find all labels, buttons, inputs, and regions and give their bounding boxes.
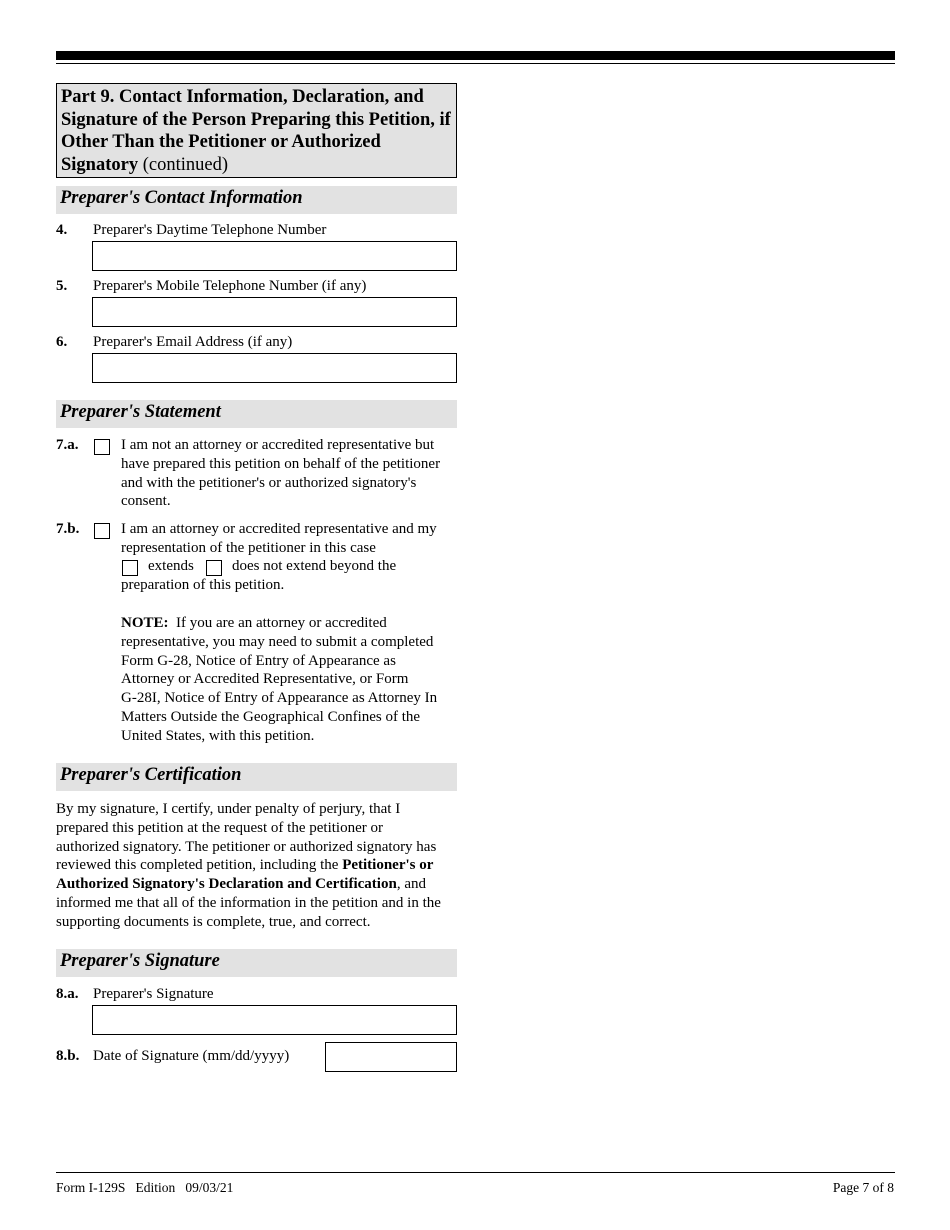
certification-line: prepared this petition at the request of the petitioner or [56, 819, 383, 836]
certification-text [56, 800, 466, 932]
part-title [61, 86, 453, 176]
item-7a-line: consent. [121, 493, 171, 510]
certification-bold: Petitioner's or [342, 857, 434, 874]
section-contact-title: Preparer's Contact Information [60, 188, 303, 208]
extends-checkbox[interactable] [122, 560, 138, 576]
note-line: Matters Outside the Geographical Confines of the [121, 708, 421, 725]
section-certification-header [56, 763, 457, 791]
item-8a-number: 8.a. [56, 986, 79, 1002]
note-block [121, 614, 461, 746]
item-5-label: Preparer's Mobile Telephone Number (if any) [93, 278, 367, 294]
signature-field[interactable] [92, 1005, 457, 1035]
section-signature-header [56, 949, 457, 977]
item-7a-line: have prepared this petition on behalf of the petitioner [121, 455, 441, 472]
item-6-label: Preparer's Email Address (if any) [93, 334, 293, 350]
certification-line: informed me that all of the information in the petition and in the [56, 894, 441, 911]
section-certification-title: Preparer's Certification [60, 765, 242, 785]
top-rule-thick [56, 51, 895, 60]
item-5-number: 5. [56, 278, 68, 294]
note-line: Attorney or Accredited Representative, or Form [121, 671, 409, 688]
item-8b-number: 8.b. [56, 1048, 80, 1064]
certification-line: By my signature, I certify, under penalty of perjury, that I [56, 801, 401, 817]
item-8b-label: Date of Signature (mm/dd/yyyy) [93, 1048, 290, 1064]
note-line: Form G-28, Notice of Entry of Appearance as [121, 652, 396, 669]
section-signature-title: Preparer's Signature [60, 951, 220, 971]
section-statement-title: Preparer's Statement [60, 402, 221, 422]
item-7a-number: 7.a. [56, 437, 79, 453]
certification-line: reviewed this completed petition, including the [56, 857, 343, 874]
certification-line: authorized signatory. The petitioner or authorized signatory has [56, 838, 437, 855]
certification-line: supporting documents is complete, true, and correct. [56, 913, 371, 930]
item-7b-line: I am an attorney or accredited representative and my [121, 521, 437, 537]
note-line: G-28I, Notice of Entry of Appearance as Attorney In [121, 690, 438, 707]
section-contact-header [56, 186, 457, 214]
item-7a-text [121, 436, 461, 511]
item-7a-line: I am not an attorney or accredited representative but [121, 437, 435, 453]
item-7b-line-end: preparation of this petition. [121, 577, 285, 594]
note-line: representative, you may need to submit a completed [121, 633, 434, 650]
item-4-label: Preparer's Daytime Telephone Number [93, 222, 327, 238]
daytime-phone-field[interactable] [92, 241, 457, 271]
note-line: United States, with this petition. [121, 727, 315, 744]
top-rule-thin [56, 63, 895, 64]
item-7b-line: representation of the petitioner in this case [121, 539, 376, 556]
footer-page-number: Page 7 of 8 [832, 1180, 894, 1195]
note-line: If you are an attorney or accredited [176, 615, 387, 631]
part-header-box [56, 83, 457, 178]
item-8a-label: Preparer's Signature [93, 986, 214, 1002]
signature-date-field[interactable] [325, 1042, 457, 1072]
certification-bold: Authorized Signatory's Declaration and Certification [56, 876, 397, 893]
does-not-extend-label: does not extend beyond the [232, 558, 397, 574]
mobile-phone-field[interactable] [92, 297, 457, 327]
email-field[interactable] [92, 353, 457, 383]
item-6-number: 6. [56, 334, 68, 350]
item-7b-number: 7.b. [56, 521, 80, 537]
does-not-extend-checkbox[interactable] [206, 560, 222, 576]
item-7b-checkbox[interactable] [94, 523, 110, 539]
note-label: NOTE: [121, 615, 169, 631]
footer-form-edition: Form I-129S Edition 09/03/21 [56, 1180, 234, 1195]
extends-label: extends [148, 558, 194, 574]
section-statement-header [56, 400, 457, 428]
part-title-text: Part 9. Contact Information, Declaration, and Signature of the Person Preparing this Petition, if Other Than the Petitioner or Authorized Signatory [61, 87, 451, 175]
item-7a-checkbox[interactable] [94, 439, 110, 455]
part-continued: (continued) [142, 154, 228, 175]
item-7a-line: and with the petitioner's or authorized signatory's [121, 474, 417, 491]
certification-line: , and [396, 876, 426, 893]
item-4-number: 4. [56, 222, 68, 238]
footer-rule [56, 1172, 895, 1173]
